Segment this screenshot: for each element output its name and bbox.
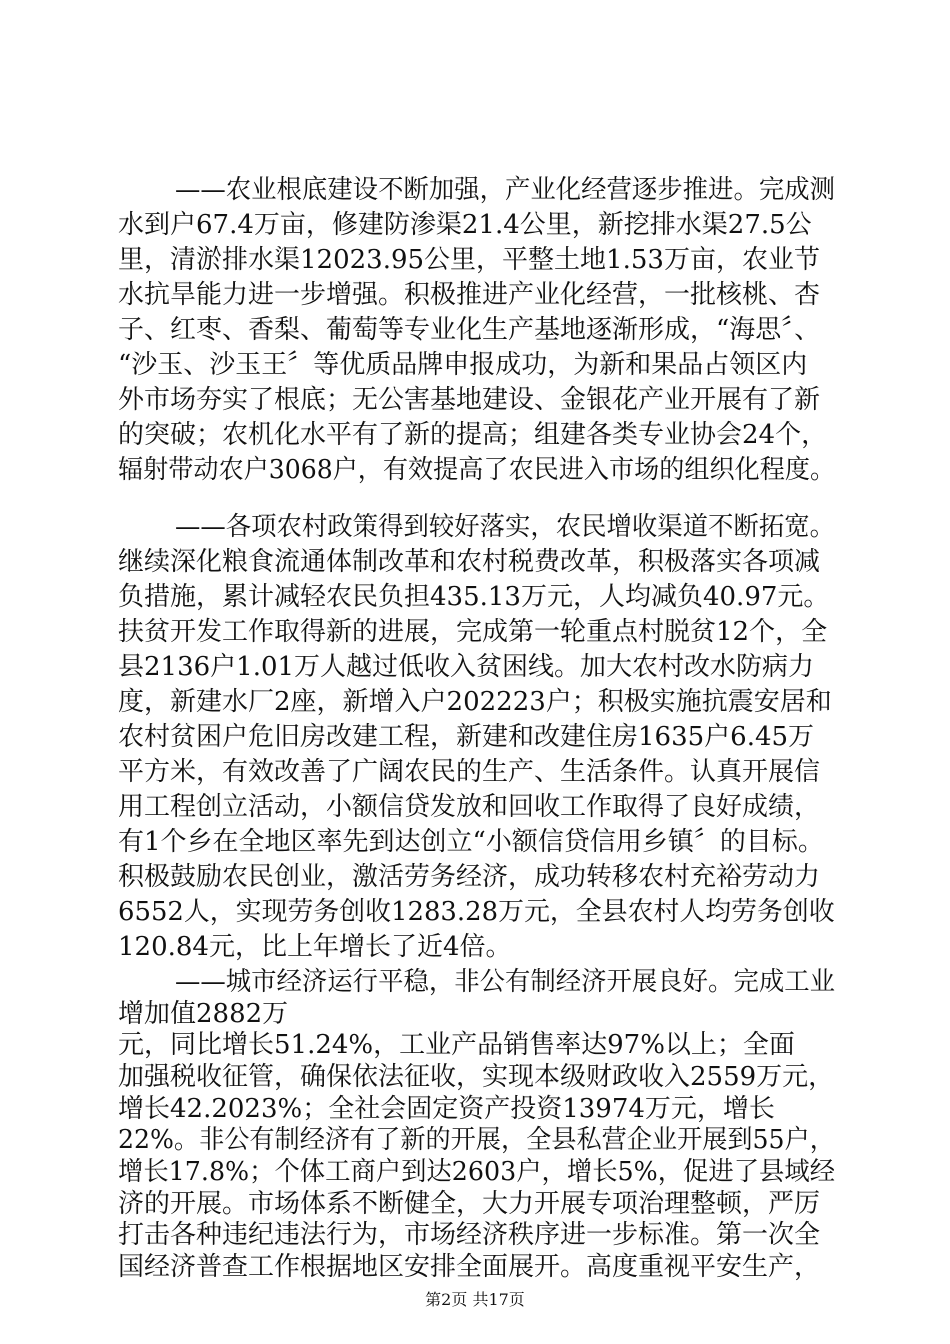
text-line: 增长17.8%；个体工商户到达2603户，增长5%，促进了县域经 <box>118 1157 836 1187</box>
text-line: 县2136户1.01万人越过低收入贫困线。加大农村改水防病力 <box>118 652 815 682</box>
text-line: 子、红枣、香梨、葡萄等专业化生产基地逐渐形成，“海思〞、 <box>118 315 821 345</box>
page-indicator: 第2页 共17页 <box>425 1290 525 1309</box>
text-line: 国经济普查工作根据地区安排全面展开。高度重视平安生产， <box>118 1252 821 1282</box>
text-line: 积极鼓励农民创业，激活劳务经济，成功转移农村充裕劳动力 <box>118 862 821 892</box>
text-line: 平方米，有效改善了广阔农民的生产、生活条件。认真开展信 <box>118 757 821 787</box>
text-line: ——各项农村政策得到较好落实，农民增收渠道不断拓宽。 <box>175 512 835 542</box>
text-line: 120.84元，比上年增长了近4倍。 <box>118 932 512 962</box>
text-line: 外市场夯实了根底；无公害基地建设、金银花产业开展有了新 <box>118 385 821 415</box>
text-line: 扶贫开发工作取得新的进展，完成第一轮重点村脱贫12个，全 <box>118 617 828 647</box>
text-line: 农村贫困户危旧房改建工程，新建和改建住房1635户6.45万 <box>118 722 815 752</box>
text-line: 济的开展。市场体系不断健全，大力开展专项治理整顿，严厉 <box>118 1188 821 1219</box>
text-line: 的突破；农机化水平有了新的提高；组建各类专业协会24个， <box>118 420 828 450</box>
text-line: 水到户67.4万亩，修建防渗渠21.4公里，新挖排水渠27.5公 <box>118 210 812 240</box>
text-line: 打击各种违纪违法行为，市场经济秩序进一步标准。第一次全 <box>118 1220 821 1251</box>
text-line: 水抗旱能力进一步增强。积极推进产业化经营，一批核桃、杏 <box>118 280 821 310</box>
text-line: 增加值2882万 <box>118 998 289 1029</box>
text-line: 度，新建水厂2座，新增入户202223户；积极实施抗震安居和 <box>118 687 832 717</box>
text-line: “沙玉、沙玉王〞等优质品牌申报成功，为新和果品占领区内 <box>118 350 808 380</box>
text-line: 22%。非公有制经济有了新的开展，全县私营企业开展到55户， <box>118 1125 835 1156</box>
text-line: 里，清淤排水渠12023.95公里，平整土地1.53万亩，农业节 <box>118 245 820 275</box>
text-line: 元，同比增长51.24%，工业产品销售率达97%以上；全面 <box>118 1030 795 1061</box>
text-line: 6552人，实现劳务创收1283.28万元，全县农村人均劳务创收 <box>118 897 835 927</box>
text-line: ——城市经济运行平稳，非公有制经济开展良好。完成工业 <box>175 967 835 997</box>
text-line: 辐射带动农户3068户，有效提高了农民进入市场的组织化程度。 <box>118 455 836 485</box>
text-line: 负措施，累计减轻农民负担435.13万元，人均减负40.97元。 <box>118 582 830 612</box>
text-line: 用工程创立活动，小额信贷发放和回收工作取得了良好成绩， <box>118 792 821 822</box>
text-line: 加强税收征管，确保依法征收，实现本级财政收入2559万元， <box>118 1062 835 1092</box>
text-line: 有1个乡在全地区率先到达创立“小额信贷信用乡镇〞的目标。 <box>118 827 824 857</box>
text-line: ——农业根底建设不断加强，产业化经营逐步推进。完成测 <box>175 175 835 205</box>
text-line: 增长42.2023%；全社会固定资产投资13974万元，增长 <box>118 1093 775 1124</box>
text-line: 继续深化粮食流通体制改革和农村税费改革，积极落实各项减 <box>118 547 821 577</box>
